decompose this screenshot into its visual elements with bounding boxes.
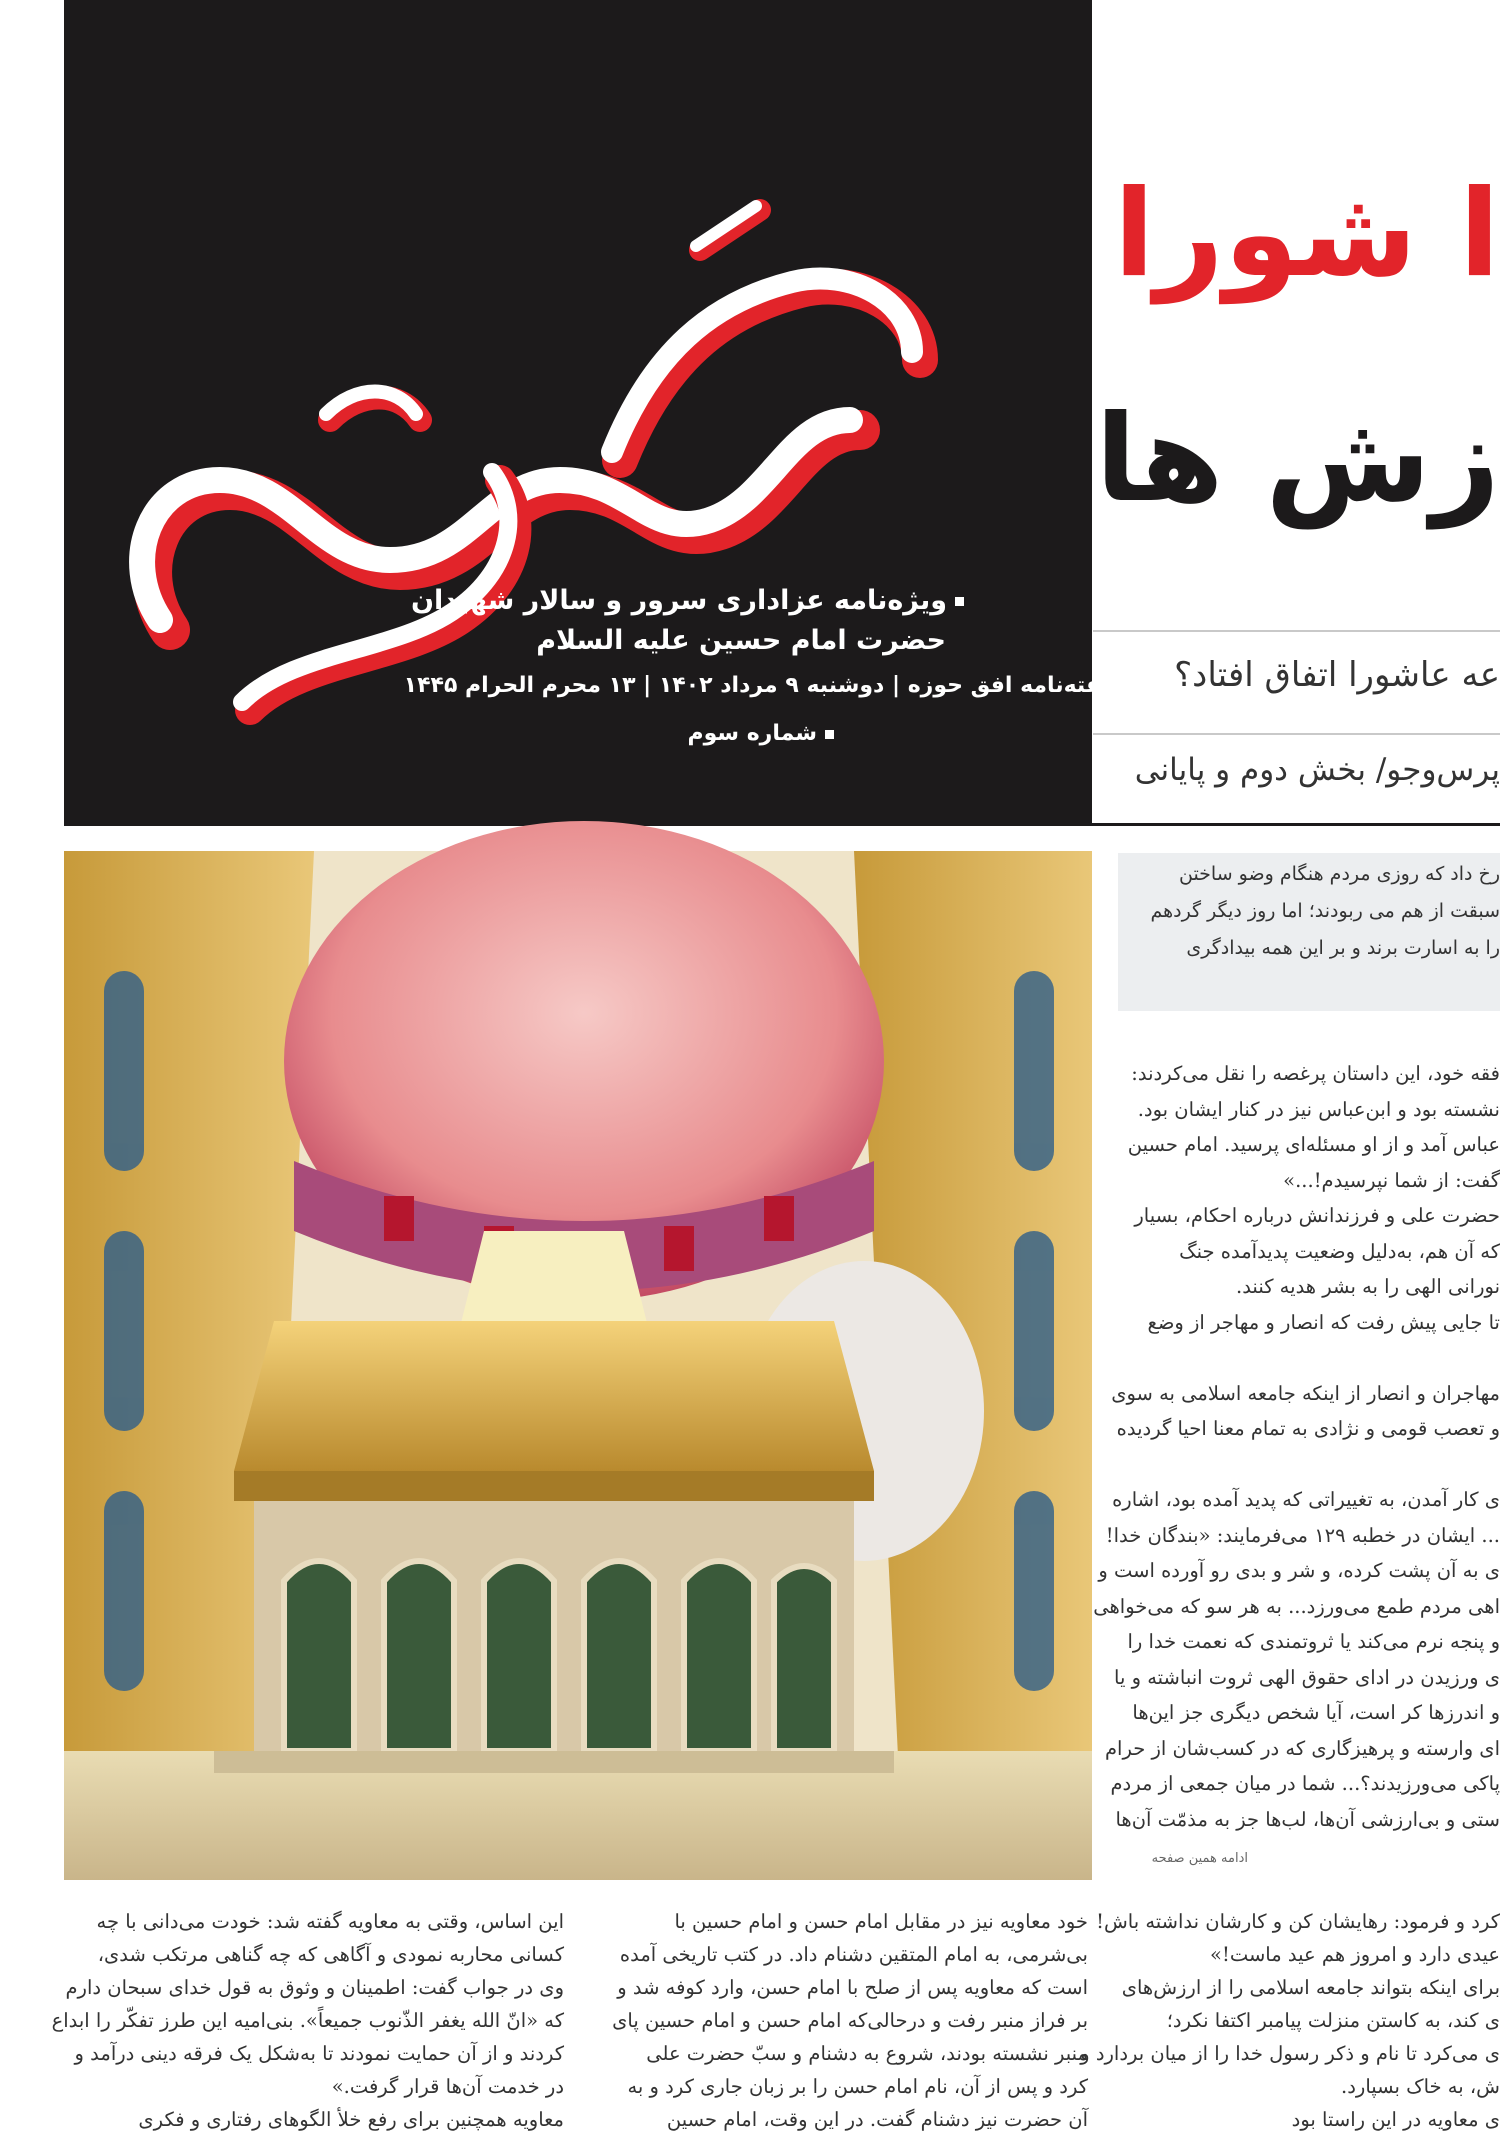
quote-line: سبقت از هم می ربودند؛ اما روز دیگر گردهم: [1150, 900, 1500, 922]
right-column-line: ای وارسته و پرهیزگاری که در کسب‌شان از حرام: [1104, 1736, 1500, 1760]
bottom-col-right-line: ی می‌کرد تا نام و ذکر رسول خدا را از میان بردارد و: [1080, 2042, 1500, 2065]
quote-box: [1118, 853, 1500, 1011]
right-column-line: ستی و بی‌ارزشی آن‌ها، لب‌ها جز به مذمّت آن‌ها: [1115, 1807, 1500, 1831]
masthead-line-1-text: ویژه‌نامه عزاداری سرور و سالار شهیدان: [410, 585, 947, 616]
bottom-col-mid-line: کرد و پس از آن، نام امام حسن را بر زبان جاری کرد و به: [627, 2075, 1088, 2098]
right-column-line: و پنجه نرم می‌کند یا ثروتمندی که نعمت خدا را: [1127, 1630, 1500, 1653]
right-column-line: اهی مردم طمع می‌ورزد... به هر سو که می‌خواهی: [1093, 1594, 1500, 1618]
masthead-line-1: [364, 585, 964, 616]
right-column-line: مهاجران و انصار از اینکه جامعه اسلامی به سوی: [1111, 1381, 1500, 1405]
headline-line-2: زش ها: [1095, 390, 1500, 529]
masthead-line-3-text: هفته‌نامه افق حوزه | دوشنبه ۹ مرداد ۱۴۰۲ | ۱۳ محرم الحرام ۱۴۴۵: [403, 673, 1117, 698]
shrine-image: [64, 851, 1092, 1880]
square-bullet-icon: [955, 597, 964, 606]
bottom-col-right-line: ی معاویه در این راستا بود: [1291, 2108, 1500, 2131]
right-column-line: تا جایی پیش رفت که انصار و مهاجر از وضع: [1147, 1310, 1500, 1334]
square-bullet-icon: [825, 730, 834, 739]
right-column-line: ی به آن پشت کرده، و شر و بدی رو آورده است و: [1098, 1559, 1500, 1582]
bottom-col-mid-line: بر فراز منبر رفت و درحالی‌که امام حسن و امام حسین پای: [612, 2009, 1088, 2032]
masthead-line-4: [364, 721, 834, 746]
right-column-line: ... ایشان در خطبه ۱۲۹ می‌فرمایند: «بندگان خدا!: [1105, 1523, 1500, 1547]
quote-line: رخ داد که روزی مردم هنگام وضو ساختن: [1178, 863, 1500, 885]
right-column-line: پاکی می‌ورزیدند؟... شما در میان جمعی از مردم: [1110, 1772, 1500, 1795]
continue-note: ادامه همین صفحه: [1151, 1851, 1248, 1866]
bottom-col-mid-line: خود معاویه نیز در مقابل امام حسن و امام حسین با: [674, 1910, 1088, 1933]
bottom-col-left-line: کردند و از آن حمایت نمودند تا به‌شکل یک فرقه دینی درآمد و: [74, 2042, 564, 2065]
bottom-col-left-line: که «انّ الله یغفر الذّنوب جمیعاً». بنی‌امیه این طرز تفکّر را ابداع: [51, 2009, 564, 2032]
right-column-line: که آن هم، به‌دلیل وضعیت پدیدآمده جنگ: [1179, 1239, 1500, 1263]
headline-kicker: پرس‌و‌جو/ بخش دوم و پایانی: [1134, 752, 1500, 788]
right-column-line: گفت: از شما نپرسیدم!...»: [1283, 1168, 1500, 1192]
bottom-col-left-line: این اساس، وقتی به معاویه گفته شد: خودت می‌دانی با چه: [96, 1910, 564, 1933]
bottom-col-left-line: معاویه همچنین برای رفع خلأ الگوهای رفتاری و فکری: [138, 2108, 564, 2131]
bottom-col-mid-line: است که معاویه پس از صلح با امام حسن، وارد کوفه شد و: [617, 1976, 1088, 1999]
masthead-line-4-text: شماره سوم: [687, 721, 817, 746]
bottom-col-right-line: ش، به خاک بسپارد.: [1341, 2075, 1500, 2098]
right-column-line: ی کار آمدن، به تغییراتی که پدید آمده بود، اشاره: [1112, 1488, 1500, 1511]
right-column-line: نورانی الهی را به بشر هدیه کنند.: [1236, 1275, 1500, 1298]
right-column-line: ی ورزیدن در ادای حقوق الهی ثروت انباشته و یا: [1114, 1665, 1500, 1689]
bottom-col-left-line: وی در جواب گفت: اطمینان و وثوق به قول خدای سبحان دارم: [65, 1976, 564, 1999]
logo-text: حماسه حسینی: [576, 710, 584, 711]
bottom-col-left-line: در خدمت آن‌ها قرار گرفت.»: [331, 2075, 564, 2098]
right-column-line: حضرت علی و فرزندانش درباره احکام، بسیار: [1134, 1204, 1500, 1227]
right-column-line: و اندرزها کر است، آیا شخص دیگری جز این‌ها: [1132, 1701, 1500, 1724]
divider: [1093, 733, 1500, 735]
bottom-col-right-line: برای اینکه بتواند جامعه اسلامی را از ارزش‌های: [1121, 1976, 1500, 1999]
bottom-col-mid-line: بی‌شرمی، به امام المتقین دشنام داد. در کتب تاریخی آمده: [619, 1943, 1088, 1966]
right-column-line: و تعصب قومی و نژادی به تمام معنا احیا گردیده: [1116, 1417, 1500, 1440]
bottom-col-left-line: کسانی محاربه نمودی و آگاهی که چه گناهی مرتکب شدی،: [97, 1943, 564, 1966]
headline-subtitle: عه عاشورا اتفاق افتاد؟: [1174, 655, 1500, 695]
masthead: [64, 0, 1117, 825]
bottom-col-right-line: عیدی دارد و امروز هم عید ماست!»: [1210, 1943, 1500, 1966]
masthead-line-2: حضرت امام حسین علیه السلام: [536, 625, 946, 656]
masthead-line-3: [364, 673, 1134, 698]
bottom-col-mid-line: منبر نشسته بودند، شروع به دشنام و سبّ حضرت علی: [646, 2042, 1088, 2065]
shrine-photo: [64, 851, 1092, 1880]
bottom-col-mid-line: آن حضرت نیز دشنام گفت. در این وقت، امام حسین: [666, 2108, 1088, 2131]
headline-line-1: ا شورا: [1113, 165, 1500, 304]
divider: [64, 823, 1500, 826]
right-column-line: نشسته بود و ابن‌عباس نیز در کنار ایشان بود.: [1137, 1097, 1500, 1121]
bottom-col-right-line: کرد و فرمود: رهایشان کن و کارشان نداشته باش!: [1096, 1910, 1500, 1933]
right-column-line: عباس آمد و از او مسئله‌ای پرسید. امام حسین: [1127, 1133, 1500, 1156]
bottom-col-right-line: ی کند، به کاستن منزلت پیامبر اکتفا نکرد؛: [1166, 2009, 1500, 2032]
divider: [1093, 630, 1500, 632]
quote-line: را به اسارت برند و بر این همه بیدادگری: [1186, 937, 1500, 959]
right-column-line: فقه خود، این داستان پرغصه را نقل می‌کردند:: [1131, 1062, 1500, 1085]
